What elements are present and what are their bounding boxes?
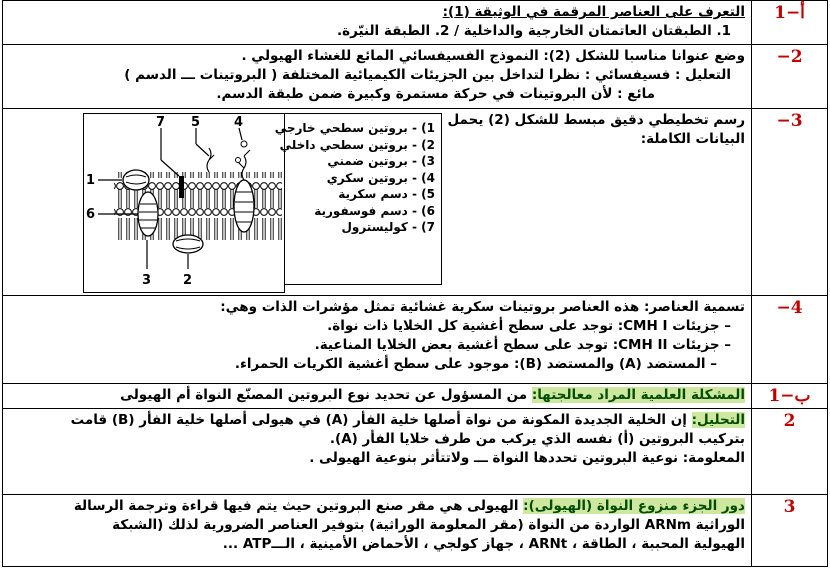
line: المعلومة: نوعية البروتين تحددها النواة ـــ ولاتتأثر بنوعية الهيولى . [309, 450, 745, 466]
diagram-label: 6 [86, 207, 96, 222]
line: تسمية العناصر: هذه العناصر بروتينات سكرية غشائية تمثل مؤشرات الذات وهي: [220, 299, 745, 315]
row-a1-content [3, 1, 752, 45]
line: – جزيئات CMH II: توجد على سطح أغشية بعض الخلايا المناعية. [314, 337, 731, 353]
row-4 [3, 296, 828, 384]
row-number: −3 [752, 109, 828, 296]
legend-item: 5) - دسم سكرية [338, 187, 435, 201]
highlight-label: التحليل: [691, 412, 745, 428]
protein-peripheral-outer [123, 170, 149, 190]
row-3 [3, 109, 828, 296]
legend-item: 1) - بروتين سطحي خارجي [274, 121, 435, 135]
diagram-caption [448, 111, 746, 149]
diagram-label: 3 [142, 273, 152, 288]
row-3-content [3, 109, 752, 296]
row-b2-content [3, 409, 752, 495]
row-number: 3 [752, 495, 828, 567]
row-number: −2 [752, 45, 828, 109]
row-number: أ−1 [752, 1, 828, 45]
line: إن الخلية الجديدة المكونة من نواة أصلها خلية الفأر (A) في هيولى أصلها خلية الفأر (B) قامت [70, 412, 692, 428]
legend-item: 7) - كوليسترول [341, 220, 435, 234]
row-b1 [3, 384, 828, 409]
legend-item: 6) - دسم فوسفورية [314, 203, 435, 218]
row-b3 [3, 495, 828, 567]
row-4-content [3, 296, 752, 384]
line: – المستضد (A) والمستضد (B): موجود على سطح أغشية الكريات الحمراء. [234, 356, 717, 372]
line: التعليل : فسيفسائي : نظرا لتداخل بين الجزيئات الكيميائية المختلفة ( البروتينات ـــ الدسم ) [124, 67, 731, 83]
line: من المسؤول عن تحديد نوع البروتين المصنّع النواة أم الهيولى [120, 387, 532, 403]
diagram-label: 5 [191, 115, 201, 130]
line: 1. الطبقتان العاتمتان الخارجية والداخلية / 2. الطبقة النيّرة. [336, 23, 731, 39]
membrane-diagram [83, 113, 285, 293]
highlight-label: دور الجزء منزوع النواة (الهيولى): [523, 498, 745, 514]
legend-item: 3) - بروتين ضمني [327, 154, 435, 168]
line: الوراثية ARNm الواردة من النواة (مقر المعلومة الوراثية) بتوفير العناصر الضرورية لذلك (الشبكة [112, 517, 745, 533]
line: – جزيئات CMH I: توجد على سطح أغشية كل الخلايا ذات نواة. [327, 318, 731, 334]
line: البيانات الكاملة: [640, 131, 745, 147]
highlight-label: المشكلة العلمية المراد معالجتها: [531, 387, 745, 403]
diagram-legend [274, 113, 442, 285]
glycolipid-chain [207, 148, 214, 172]
line: رسم تخطيطي دقيق مبسط للشكل (2) يحمل [447, 112, 745, 128]
row-number: ب−1 [752, 384, 828, 409]
line: الهيولى هي مقر صنع البروتين حيث يتم فيها قراءة وترجمة الرسالة [73, 498, 524, 514]
protein-integral [138, 192, 158, 236]
protein-peripheral-inner [173, 235, 203, 253]
line: مائع : لأن البروتينات في حركة مستمرة وكبيرة ضمن طبقة الدسم. [216, 86, 655, 102]
line: وضع عنوانا مناسبا للشكل (2): النموذج الفسيفسائي المائع للغشاء الهيولي . [241, 48, 745, 64]
diagram-label: 2 [183, 273, 193, 288]
row-a1 [3, 1, 828, 45]
membrane-drawing [84, 114, 284, 292]
diagram-label: 1 [86, 173, 96, 188]
row-number: 2 [752, 409, 828, 495]
line: بتركيب البروتين (أ) نفسه الذي يركب من طرف خلايا الفأر (A). [329, 431, 745, 447]
line: الهيولية المحببة ، الطاقة ، ARNt ، جهاز كولجي ، الأحماض الأمينية ، الـــATP ... [222, 536, 745, 552]
legend-item: 2) - بروتين سطحي داخلي [279, 137, 435, 152]
row-2 [3, 45, 828, 109]
row-b1-content [3, 384, 752, 409]
protein-glyco [234, 180, 254, 232]
row-2-content [3, 45, 752, 109]
legend-item: 4) - بروتين سكري [326, 170, 435, 185]
diagram-label: 4 [234, 115, 244, 130]
line: التعرف على العناصر المرقمة في الوثيقة (1): [442, 4, 745, 20]
cholesterol [179, 176, 184, 198]
answer-sheet [2, 0, 828, 567]
diagram-label: 7 [156, 115, 166, 130]
row-b2 [3, 409, 828, 495]
row-b3-content [3, 495, 752, 567]
row-number: −4 [752, 296, 828, 384]
